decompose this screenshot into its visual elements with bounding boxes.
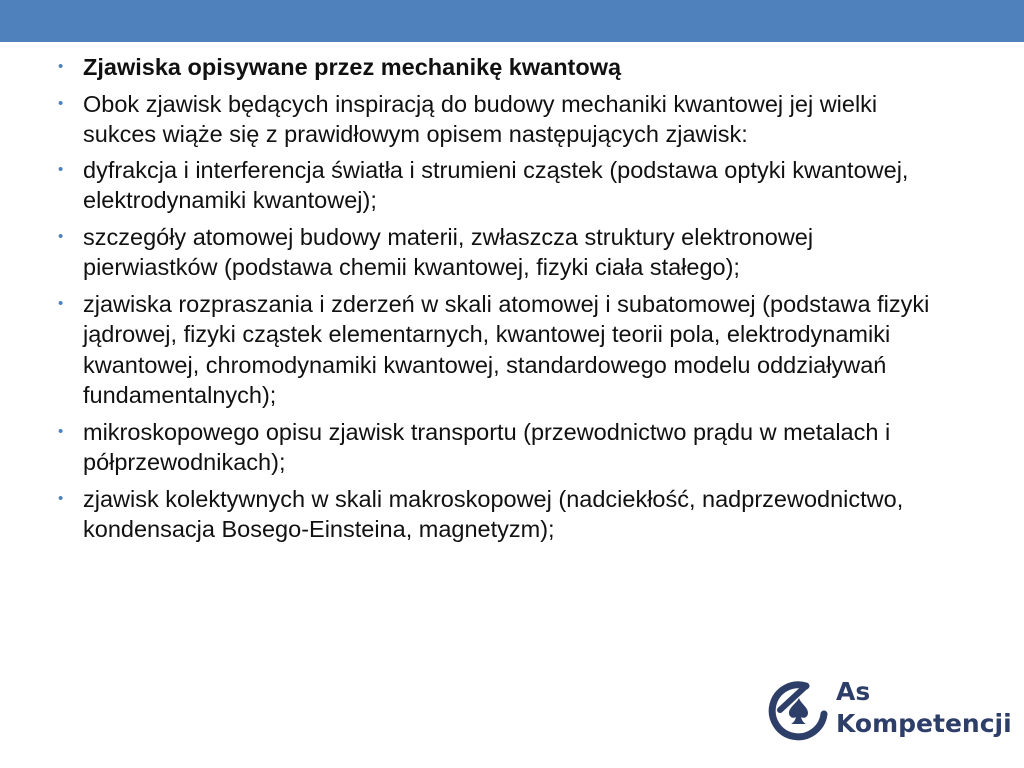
bullet-item xyxy=(58,289,948,411)
bullet-item xyxy=(58,484,948,545)
bullet-item xyxy=(58,222,948,283)
bullet-marker: • xyxy=(58,160,64,178)
header-bar xyxy=(0,0,1024,42)
bullet-text: dyfrakcja i interferencja światła i strumieni cząstek (podstawa optyki kwantowej, elektrodynamiki kwantowej); xyxy=(83,156,909,213)
bullet-item xyxy=(58,155,948,216)
bullet-text: zjawiska rozpraszania i zderzeń w skali atomowej i subatomowej (podstawa fizyki jądrowej, fizyki cząstek elementarnych, kwantowej teorii pola, elektrodynamiki kwantowej, chromodynamiki kwantowej, standardowego modelu oddziaływań fundamentalnych); xyxy=(83,290,930,408)
bullet-text: zjawisk kolektywnych w skali makroskopowej (nadciekłość, nadprzewodnictwo, kondensacja Bosego-Einsteina, magnetyzm); xyxy=(83,485,904,542)
bullet-marker: • xyxy=(58,58,64,75)
bullet-text: szczegóły atomowej budowy materii, zwłaszcza struktury elektronowej pierwiastków (podstawa chemii kwantowej, fizyki ciała stałego); xyxy=(83,223,814,280)
bullet-marker: • xyxy=(58,227,64,245)
bullet-text: Zjawiska opisywane przez mechanikę kwantową xyxy=(83,54,622,80)
bullet-heading xyxy=(58,52,948,83)
bullet-list xyxy=(58,52,948,551)
bullet-marker: • xyxy=(58,294,64,312)
bullet-marker: • xyxy=(58,489,64,507)
bullet-item xyxy=(58,417,948,478)
bullet-text: mikroskopowego opisu zjawisk transportu (przewodnictwo prądu w metalach i półprzewodnikach); xyxy=(83,418,891,475)
as-kompetencji-logo xyxy=(768,676,1012,742)
bullet-item xyxy=(58,89,948,150)
bullet-marker: • xyxy=(58,422,64,440)
logo-text-line1: As xyxy=(836,677,871,706)
bullet-text: Obok zjawisk będących inspiracją do budowy mechaniki kwantowej jej wielki sukces wiąże się z prawidłowym opisem następujących zjawisk: xyxy=(83,90,878,147)
spade-icon xyxy=(768,676,832,742)
logo-text-line2: Kompetencji xyxy=(836,709,1012,738)
bullet-marker: • xyxy=(58,94,64,112)
